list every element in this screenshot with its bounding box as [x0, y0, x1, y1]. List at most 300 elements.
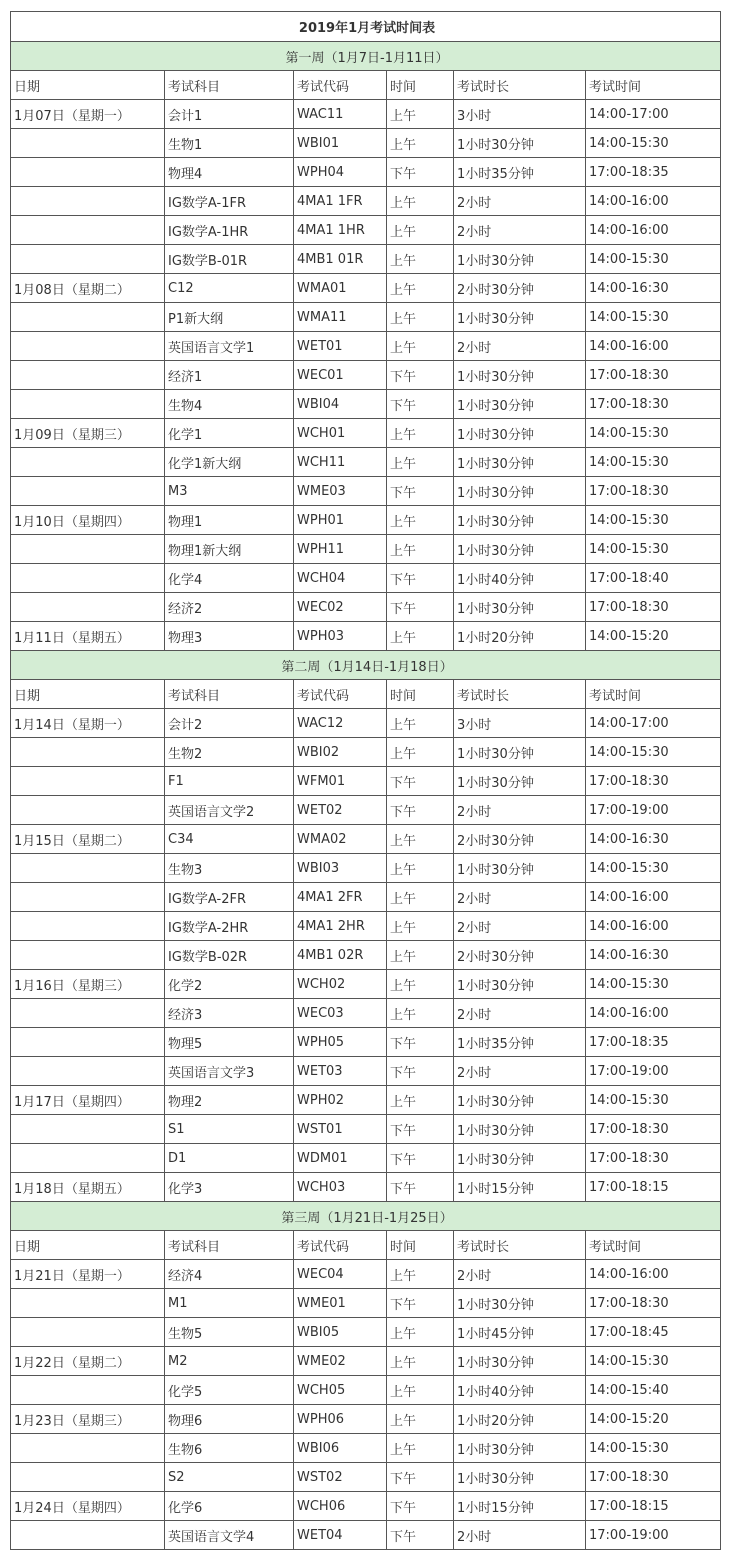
- subject-cell: C12: [165, 274, 294, 303]
- duration-cell: 1小时30分钟: [454, 245, 586, 274]
- table-row: [11, 1405, 721, 1434]
- table-row: [11, 883, 721, 912]
- date-cell: 1月22日（星期二）: [11, 1347, 165, 1376]
- code-cell: WBI01: [294, 129, 387, 158]
- duration-cell: 2小时: [454, 1521, 586, 1550]
- table-row: [11, 361, 721, 390]
- time-cell: 14:00-16:30: [586, 941, 721, 970]
- subject-cell: 生物6: [165, 1434, 294, 1463]
- time-cell: 14:00-15:30: [586, 1347, 721, 1376]
- date-cell: [11, 361, 165, 390]
- code-cell: 4MB1 02R: [294, 941, 387, 970]
- time-cell: 14:00-16:30: [586, 825, 721, 854]
- duration-cell: 1小时30分钟: [454, 361, 586, 390]
- duration-cell: 1小时30分钟: [454, 1347, 586, 1376]
- date-cell: [11, 1144, 165, 1173]
- column-header: 考试时间: [586, 71, 721, 100]
- code-cell: WCH01: [294, 419, 387, 448]
- table-row: [11, 796, 721, 825]
- session-cell: 上午: [387, 274, 454, 303]
- code-cell: WCH05: [294, 1376, 387, 1405]
- duration-cell: 3小时: [454, 709, 586, 738]
- subject-cell: S2: [165, 1463, 294, 1492]
- duration-cell: 1小时30分钟: [454, 1144, 586, 1173]
- table-row: [11, 332, 721, 361]
- column-header: 考试时长: [454, 1231, 586, 1260]
- duration-cell: 2小时: [454, 912, 586, 941]
- code-cell: WPH11: [294, 535, 387, 564]
- table-row: [11, 1318, 721, 1347]
- session-cell: 下午: [387, 361, 454, 390]
- date-cell: [11, 1028, 165, 1057]
- table-row: [11, 1492, 721, 1521]
- date-cell: [11, 564, 165, 593]
- duration-cell: 1小时20分钟: [454, 1405, 586, 1434]
- time-cell: 14:00-15:30: [586, 854, 721, 883]
- duration-cell: 1小时15分钟: [454, 1492, 586, 1521]
- code-cell: WPH03: [294, 622, 387, 651]
- date-cell: 1月18日（星期五）: [11, 1173, 165, 1202]
- duration-cell: 1小时30分钟: [454, 738, 586, 767]
- duration-cell: 1小时35分钟: [454, 1028, 586, 1057]
- date-cell: 1月09日（星期三）: [11, 419, 165, 448]
- date-cell: [11, 767, 165, 796]
- code-cell: WDM01: [294, 1144, 387, 1173]
- subject-cell: 经济2: [165, 593, 294, 622]
- session-cell: 下午: [387, 1492, 454, 1521]
- duration-cell: 1小时30分钟: [454, 1434, 586, 1463]
- table-row: [11, 1434, 721, 1463]
- duration-cell: 1小时30分钟: [454, 593, 586, 622]
- subject-cell: 英国语言文学1: [165, 332, 294, 361]
- date-cell: [11, 129, 165, 158]
- duration-cell: 1小时40分钟: [454, 1376, 586, 1405]
- duration-cell: 2小时: [454, 187, 586, 216]
- code-cell: WPH04: [294, 158, 387, 187]
- table-row: [11, 158, 721, 187]
- table-row: [11, 506, 721, 535]
- date-cell: 1月07日（星期一）: [11, 100, 165, 129]
- session-cell: 下午: [387, 767, 454, 796]
- time-cell: 14:00-16:00: [586, 1260, 721, 1289]
- subject-cell: 会计2: [165, 709, 294, 738]
- time-cell: 17:00-18:45: [586, 1318, 721, 1347]
- time-cell: 14:00-16:00: [586, 883, 721, 912]
- time-cell: 14:00-15:30: [586, 506, 721, 535]
- date-cell: 1月23日（星期三）: [11, 1405, 165, 1434]
- session-cell: 上午: [387, 129, 454, 158]
- date-cell: [11, 883, 165, 912]
- code-cell: WME03: [294, 477, 387, 506]
- subject-cell: 化学5: [165, 1376, 294, 1405]
- week-label: 第一周（1月7日-1月11日）: [11, 42, 721, 71]
- subject-cell: S1: [165, 1115, 294, 1144]
- duration-cell: 1小时30分钟: [454, 506, 586, 535]
- subject-cell: M1: [165, 1289, 294, 1318]
- subject-cell: 英国语言文学2: [165, 796, 294, 825]
- time-cell: 14:00-15:30: [586, 448, 721, 477]
- week-header-row: [11, 651, 721, 680]
- duration-cell: 1小时30分钟: [454, 129, 586, 158]
- subject-cell: 经济3: [165, 999, 294, 1028]
- date-cell: 1月15日（星期二）: [11, 825, 165, 854]
- code-cell: 4MA1 2FR: [294, 883, 387, 912]
- code-cell: WCH11: [294, 448, 387, 477]
- table-row: [11, 941, 721, 970]
- duration-cell: 2小时: [454, 1057, 586, 1086]
- time-cell: 14:00-15:30: [586, 129, 721, 158]
- table-row: [11, 419, 721, 448]
- week-label: 第二周（1月14日-1月18日）: [11, 651, 721, 680]
- subject-cell: 英国语言文学3: [165, 1057, 294, 1086]
- code-cell: WME02: [294, 1347, 387, 1376]
- session-cell: 上午: [387, 216, 454, 245]
- table-row: [11, 303, 721, 332]
- subject-cell: P1新大纲: [165, 303, 294, 332]
- column-header: 考试科目: [165, 1231, 294, 1260]
- subject-cell: 物理4: [165, 158, 294, 187]
- code-cell: WEC03: [294, 999, 387, 1028]
- table-row: [11, 767, 721, 796]
- session-cell: 上午: [387, 1260, 454, 1289]
- time-cell: 17:00-18:30: [586, 477, 721, 506]
- time-cell: 17:00-18:35: [586, 1028, 721, 1057]
- session-cell: 下午: [387, 593, 454, 622]
- session-cell: 上午: [387, 1347, 454, 1376]
- column-header-row: [11, 680, 721, 709]
- duration-cell: 1小时30分钟: [454, 970, 586, 999]
- date-cell: [11, 390, 165, 419]
- time-cell: 17:00-19:00: [586, 1057, 721, 1086]
- time-cell: 17:00-18:30: [586, 593, 721, 622]
- date-cell: [11, 854, 165, 883]
- session-cell: 上午: [387, 506, 454, 535]
- table-row: [11, 245, 721, 274]
- column-header: 考试代码: [294, 71, 387, 100]
- session-cell: 上午: [387, 1376, 454, 1405]
- code-cell: WCH03: [294, 1173, 387, 1202]
- session-cell: 下午: [387, 477, 454, 506]
- session-cell: 上午: [387, 709, 454, 738]
- time-cell: 17:00-18:15: [586, 1492, 721, 1521]
- time-cell: 17:00-19:00: [586, 796, 721, 825]
- date-cell: [11, 941, 165, 970]
- code-cell: WST02: [294, 1463, 387, 1492]
- time-cell: 17:00-18:30: [586, 1144, 721, 1173]
- time-cell: 17:00-18:35: [586, 158, 721, 187]
- session-cell: 上午: [387, 1318, 454, 1347]
- column-header: 日期: [11, 1231, 165, 1260]
- session-cell: 下午: [387, 1028, 454, 1057]
- table-row: [11, 390, 721, 419]
- column-header: 考试科目: [165, 680, 294, 709]
- subject-cell: 物理3: [165, 622, 294, 651]
- table-row: [11, 274, 721, 303]
- session-cell: 下午: [387, 158, 454, 187]
- date-cell: [11, 796, 165, 825]
- table-row: [11, 1086, 721, 1115]
- duration-cell: 1小时30分钟: [454, 303, 586, 332]
- duration-cell: 1小时45分钟: [454, 1318, 586, 1347]
- time-cell: 17:00-18:30: [586, 767, 721, 796]
- code-cell: WEC01: [294, 361, 387, 390]
- time-cell: 14:00-15:30: [586, 303, 721, 332]
- session-cell: 上午: [387, 970, 454, 999]
- duration-cell: 2小时30分钟: [454, 274, 586, 303]
- column-header: 考试时长: [454, 680, 586, 709]
- table-row: [11, 1347, 721, 1376]
- code-cell: WCH04: [294, 564, 387, 593]
- session-cell: 上午: [387, 448, 454, 477]
- subject-cell: 经济1: [165, 361, 294, 390]
- code-cell: 4MB1 01R: [294, 245, 387, 274]
- column-header-row: [11, 71, 721, 100]
- time-cell: 14:00-15:20: [586, 622, 721, 651]
- code-cell: WET02: [294, 796, 387, 825]
- table-row: [11, 477, 721, 506]
- code-cell: WAC11: [294, 100, 387, 129]
- subject-cell: 生物3: [165, 854, 294, 883]
- time-cell: 14:00-15:20: [586, 1405, 721, 1434]
- session-cell: 上午: [387, 1405, 454, 1434]
- code-cell: WPH02: [294, 1086, 387, 1115]
- session-cell: 上午: [387, 912, 454, 941]
- code-cell: WPH06: [294, 1405, 387, 1434]
- subject-cell: C34: [165, 825, 294, 854]
- week-header-row: [11, 1202, 721, 1231]
- session-cell: 下午: [387, 1144, 454, 1173]
- column-header: 时间: [387, 71, 454, 100]
- subject-cell: 生物2: [165, 738, 294, 767]
- table-row: [11, 1260, 721, 1289]
- session-cell: 上午: [387, 999, 454, 1028]
- column-header: 时间: [387, 680, 454, 709]
- session-cell: 下午: [387, 564, 454, 593]
- table-row: [11, 1289, 721, 1318]
- date-cell: [11, 303, 165, 332]
- session-cell: 上午: [387, 1434, 454, 1463]
- table-row: [11, 1376, 721, 1405]
- duration-cell: 2小时30分钟: [454, 941, 586, 970]
- table-row: [11, 564, 721, 593]
- table-row: [11, 738, 721, 767]
- code-cell: WST01: [294, 1115, 387, 1144]
- code-cell: WFM01: [294, 767, 387, 796]
- session-cell: 上午: [387, 419, 454, 448]
- subject-cell: IG数学B-02R: [165, 941, 294, 970]
- subject-cell: 生物5: [165, 1318, 294, 1347]
- duration-cell: 1小时15分钟: [454, 1173, 586, 1202]
- time-cell: 17:00-18:30: [586, 1115, 721, 1144]
- date-cell: 1月17日（星期四）: [11, 1086, 165, 1115]
- column-header: 日期: [11, 680, 165, 709]
- date-cell: 1月21日（星期一）: [11, 1260, 165, 1289]
- session-cell: 上午: [387, 187, 454, 216]
- date-cell: 1月10日（星期四）: [11, 506, 165, 535]
- table-row: [11, 448, 721, 477]
- code-cell: WEC04: [294, 1260, 387, 1289]
- date-cell: [11, 216, 165, 245]
- session-cell: 上午: [387, 738, 454, 767]
- time-cell: 14:00-17:00: [586, 100, 721, 129]
- code-cell: WCH02: [294, 970, 387, 999]
- date-cell: 1月24日（星期四）: [11, 1492, 165, 1521]
- duration-cell: 3小时: [454, 100, 586, 129]
- date-cell: [11, 245, 165, 274]
- time-cell: 14:00-15:30: [586, 1086, 721, 1115]
- time-cell: 14:00-16:00: [586, 216, 721, 245]
- session-cell: 下午: [387, 1115, 454, 1144]
- title-row: [11, 12, 721, 42]
- date-cell: 1月14日（星期一）: [11, 709, 165, 738]
- time-cell: 17:00-18:30: [586, 361, 721, 390]
- subject-cell: IG数学A-2FR: [165, 883, 294, 912]
- date-cell: [11, 1521, 165, 1550]
- code-cell: WAC12: [294, 709, 387, 738]
- table-row: [11, 1463, 721, 1492]
- code-cell: WET01: [294, 332, 387, 361]
- code-cell: WBI03: [294, 854, 387, 883]
- time-cell: 17:00-18:30: [586, 1289, 721, 1318]
- table-row: [11, 1144, 721, 1173]
- duration-cell: 2小时30分钟: [454, 825, 586, 854]
- time-cell: 14:00-16:30: [586, 274, 721, 303]
- time-cell: 14:00-15:30: [586, 535, 721, 564]
- date-cell: 1月08日（星期二）: [11, 274, 165, 303]
- table-row: [11, 970, 721, 999]
- subject-cell: 会计1: [165, 100, 294, 129]
- table-row: [11, 912, 721, 941]
- subject-cell: IG数学A-2HR: [165, 912, 294, 941]
- code-cell: 4MA1 2HR: [294, 912, 387, 941]
- session-cell: 上午: [387, 100, 454, 129]
- session-cell: 上午: [387, 1086, 454, 1115]
- code-cell: 4MA1 1FR: [294, 187, 387, 216]
- date-cell: [11, 912, 165, 941]
- duration-cell: 1小时35分钟: [454, 158, 586, 187]
- week-header-row: [11, 42, 721, 71]
- code-cell: WEC02: [294, 593, 387, 622]
- time-cell: 14:00-17:00: [586, 709, 721, 738]
- date-cell: [11, 738, 165, 767]
- duration-cell: 1小时30分钟: [454, 1289, 586, 1318]
- code-cell: WPH05: [294, 1028, 387, 1057]
- duration-cell: 2小时: [454, 332, 586, 361]
- session-cell: 下午: [387, 390, 454, 419]
- column-header: 考试代码: [294, 1231, 387, 1260]
- date-cell: [11, 1318, 165, 1347]
- subject-cell: 化学4: [165, 564, 294, 593]
- code-cell: WMA02: [294, 825, 387, 854]
- code-cell: WBI02: [294, 738, 387, 767]
- week-label: 第三周（1月21日-1月25日）: [11, 1202, 721, 1231]
- time-cell: 17:00-18:40: [586, 564, 721, 593]
- table-row: [11, 129, 721, 158]
- column-header-row: [11, 1231, 721, 1260]
- code-cell: WCH06: [294, 1492, 387, 1521]
- table-row: [11, 593, 721, 622]
- table-row: [11, 825, 721, 854]
- subject-cell: 物理2: [165, 1086, 294, 1115]
- duration-cell: 1小时30分钟: [454, 419, 586, 448]
- session-cell: 下午: [387, 1463, 454, 1492]
- exam-schedule: [10, 11, 720, 1550]
- session-cell: 下午: [387, 1521, 454, 1550]
- time-cell: 17:00-18:30: [586, 390, 721, 419]
- subject-cell: M2: [165, 1347, 294, 1376]
- table-row: [11, 709, 721, 738]
- time-cell: 14:00-16:00: [586, 999, 721, 1028]
- duration-cell: 2小时: [454, 1260, 586, 1289]
- session-cell: 上午: [387, 883, 454, 912]
- duration-cell: 1小时20分钟: [454, 622, 586, 651]
- date-cell: [11, 332, 165, 361]
- code-cell: WBI06: [294, 1434, 387, 1463]
- date-cell: [11, 593, 165, 622]
- exam-schedule-table: [10, 11, 721, 1550]
- time-cell: 14:00-16:00: [586, 332, 721, 361]
- time-cell: 14:00-15:30: [586, 970, 721, 999]
- subject-cell: 化学1: [165, 419, 294, 448]
- column-header: 考试时间: [586, 1231, 721, 1260]
- table-row: [11, 216, 721, 245]
- session-cell: 下午: [387, 1173, 454, 1202]
- duration-cell: 2小时: [454, 796, 586, 825]
- table-row: [11, 1057, 721, 1086]
- time-cell: 14:00-15:30: [586, 419, 721, 448]
- session-cell: 上午: [387, 332, 454, 361]
- date-cell: [11, 1289, 165, 1318]
- subject-cell: 化学2: [165, 970, 294, 999]
- session-cell: 上午: [387, 535, 454, 564]
- date-cell: [11, 1376, 165, 1405]
- column-header: 考试代码: [294, 680, 387, 709]
- subject-cell: IG数学B-01R: [165, 245, 294, 274]
- code-cell: WBI04: [294, 390, 387, 419]
- subject-cell: 物理1新大纲: [165, 535, 294, 564]
- time-cell: 17:00-18:30: [586, 1463, 721, 1492]
- date-cell: [11, 187, 165, 216]
- column-header: 时间: [387, 1231, 454, 1260]
- subject-cell: 化学6: [165, 1492, 294, 1521]
- duration-cell: 1小时30分钟: [454, 1086, 586, 1115]
- subject-cell: 经济4: [165, 1260, 294, 1289]
- duration-cell: 1小时30分钟: [454, 1115, 586, 1144]
- table-title: 2019年1月考试时间表: [11, 12, 721, 42]
- code-cell: WMA11: [294, 303, 387, 332]
- date-cell: [11, 999, 165, 1028]
- column-header: 考试时长: [454, 71, 586, 100]
- code-cell: WME01: [294, 1289, 387, 1318]
- code-cell: WBI05: [294, 1318, 387, 1347]
- column-header: 考试时间: [586, 680, 721, 709]
- subject-cell: IG数学A-1HR: [165, 216, 294, 245]
- code-cell: 4MA1 1HR: [294, 216, 387, 245]
- time-cell: 17:00-18:15: [586, 1173, 721, 1202]
- date-cell: [11, 448, 165, 477]
- duration-cell: 2小时: [454, 216, 586, 245]
- time-cell: 17:00-19:00: [586, 1521, 721, 1550]
- session-cell: 上午: [387, 622, 454, 651]
- date-cell: [11, 477, 165, 506]
- session-cell: 上午: [387, 941, 454, 970]
- session-cell: 上午: [387, 303, 454, 332]
- date-cell: [11, 1434, 165, 1463]
- duration-cell: 1小时30分钟: [454, 535, 586, 564]
- session-cell: 上午: [387, 245, 454, 274]
- subject-cell: 英国语言文学4: [165, 1521, 294, 1550]
- duration-cell: 2小时: [454, 999, 586, 1028]
